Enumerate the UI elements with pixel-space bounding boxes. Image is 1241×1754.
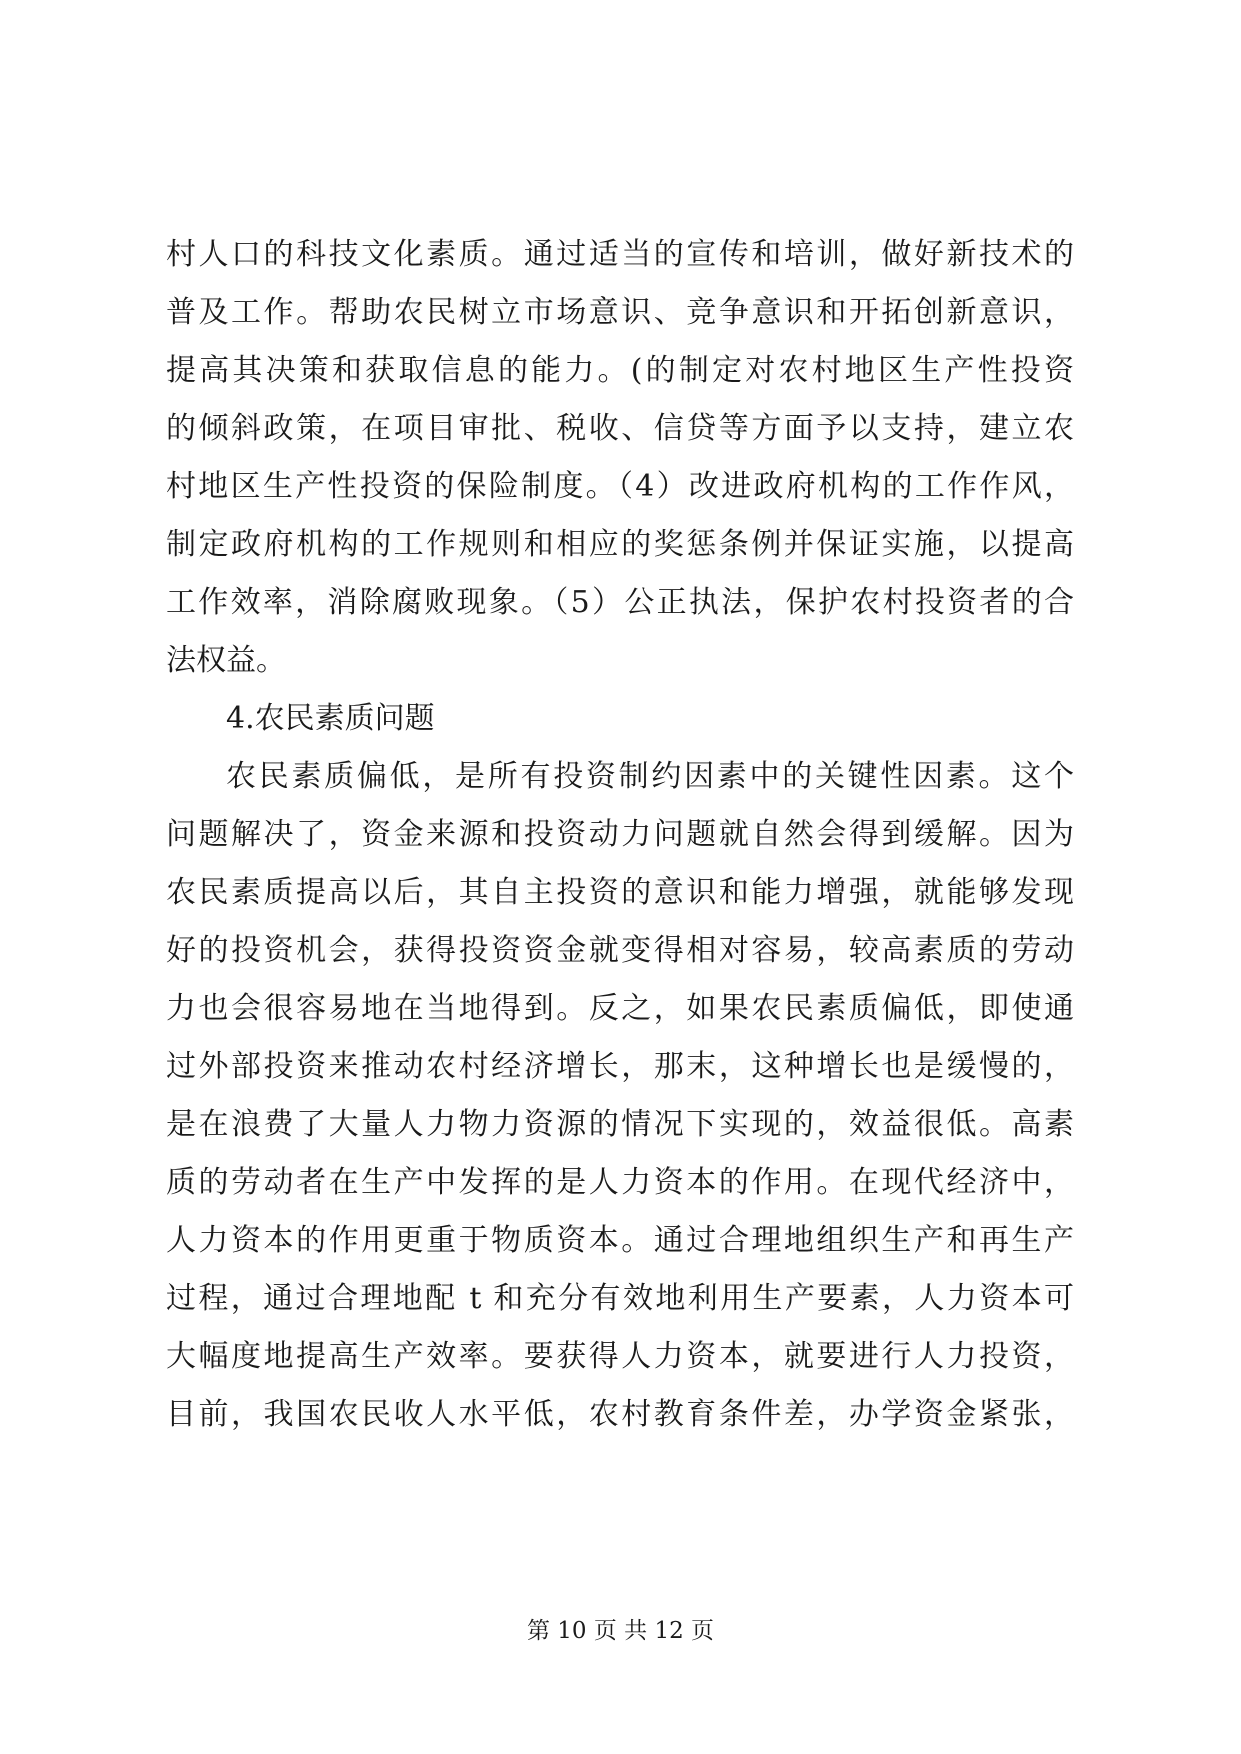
text-line: 目前，我国农民收人水平低，农村教育条件差，办学资金紧张， xyxy=(166,1397,1074,1432)
text-line: 是在浪费了大量人力物力资源的情况下实现的，效益很低。高素 xyxy=(166,1107,1074,1142)
text-line: 提高其决策和获取信息的能力。(的制定对农村地区生产性投资 xyxy=(166,353,1074,388)
text-line: 力也会很容易地在当地得到。反之，如果农民素质偏低，即使通 xyxy=(166,991,1074,1026)
text-line: 大幅度地提高生产效率。要获得人力资本，就要进行人力投资， xyxy=(166,1339,1074,1374)
text-line: 工作效率，消除腐败现象。（5）公正执法，保护农村投资者的合 xyxy=(166,585,1074,620)
text-line: 普及工作。帮助农民树立市场意识、竞争意识和开拓创新意识， xyxy=(166,295,1074,330)
text-line: 问题解决了，资金来源和投资动力问题就自然会得到缓解。因为 xyxy=(166,817,1074,852)
text-line: 的倾斜政策，在项目审批、税收、信贷等方面予以支持，建立农 xyxy=(166,411,1074,446)
text-line: 人力资本的作用更重于物质资本。通过合理地组织生产和再生产 xyxy=(166,1223,1074,1258)
text-line: 农民素质提高以后，其自主投资的意识和能力增强，就能够发现 xyxy=(166,875,1074,910)
text-line: 好的投资机会，获得投资资金就变得相对容易，较高素质的劳动 xyxy=(166,933,1074,968)
section-heading: 4.农民素质问题 xyxy=(226,701,435,736)
document-body xyxy=(166,226,1074,1444)
text-line: 农民素质偏低，是所有投资制约因素中的关键性因素。这个 xyxy=(226,759,1074,794)
text-line: 质的劳动者在生产中发挥的是人力资本的作用。在现代经济中， xyxy=(166,1165,1074,1200)
page-footer: 第 10 页 共 12 页 xyxy=(526,1618,715,1644)
text-line: 村地区生产性投资的保险制度。（4）改进政府机构的工作作风， xyxy=(166,469,1074,504)
text-line: 村人口的科技文化素质。通过适当的宣传和培训，做好新技术的 xyxy=(166,237,1074,272)
text-line: 法权益。 xyxy=(166,643,286,678)
text-line: 过程，通过合理地配 t 和充分有效地利用生产要素，人力资本可 xyxy=(166,1281,1074,1316)
text-line: 制定政府机构的工作规则和相应的奖惩条例并保证实施，以提高 xyxy=(166,527,1074,562)
text-line: 过外部投资来推动农村经济增长，那末，这种增长也是缓慢的， xyxy=(166,1049,1074,1084)
